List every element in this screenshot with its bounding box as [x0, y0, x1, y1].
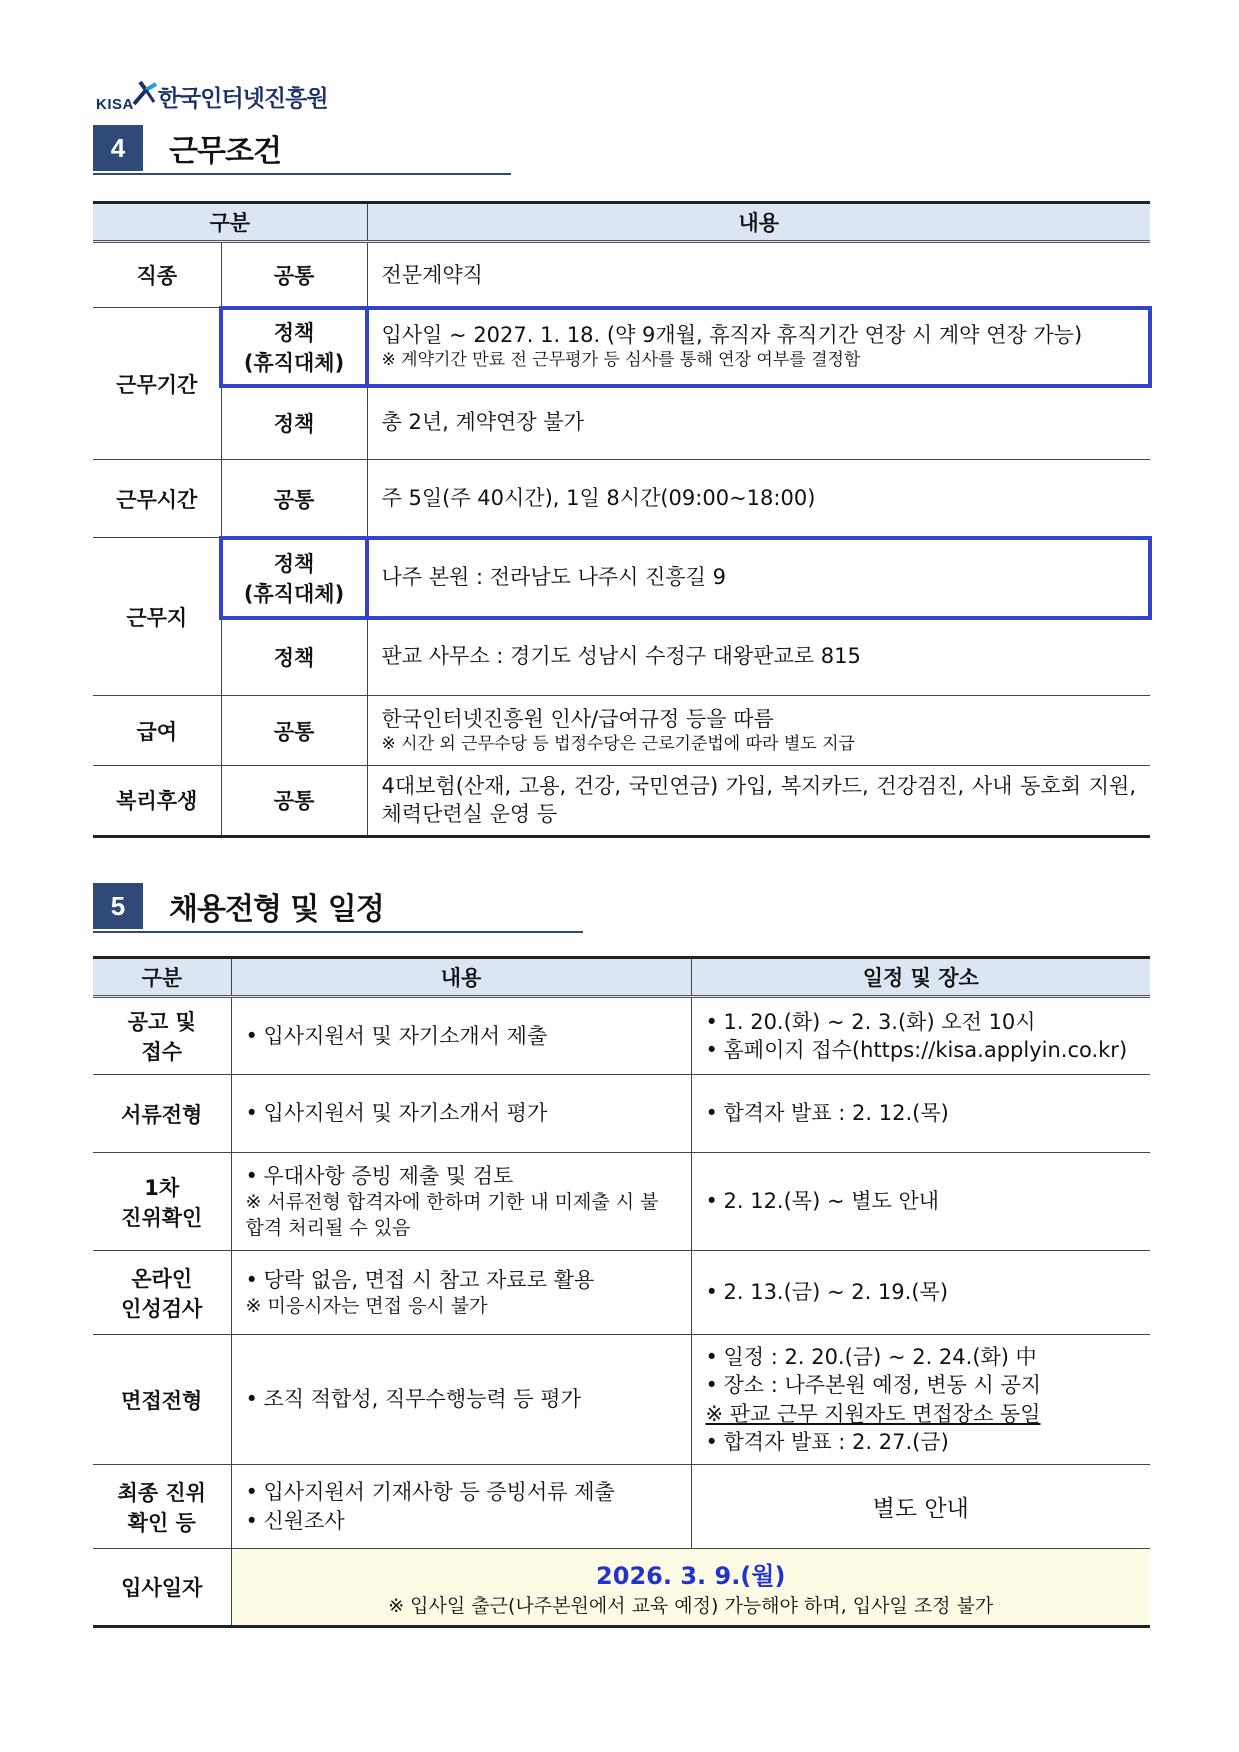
- header-schedule: 일정 및 장소: [691, 958, 1150, 997]
- row-label: 입사일자: [93, 1549, 231, 1627]
- row-type: 정책 (휴직대체): [221, 308, 367, 386]
- row-content: • 우대사항 증빙 제출 및 검토 ※ 서류전형 합격자에 한하며 기한 내 미제출 시 불합격 처리될 수 있음: [231, 1153, 691, 1251]
- table-row: [93, 242, 1150, 308]
- row-type: 정책 (휴직대체): [221, 538, 367, 618]
- row-content: 나주 본원 : 전라남도 나주시 진흥길 9: [367, 538, 1150, 618]
- row-schedule: • 일정 : 2. 20.(금) ~ 2. 24.(화) 中 • 장소 : 나주본원 예정, 변동 시 공지 ※ 판교 근무 지원자도 면접장소 동일 • 합격자 발표 : 2. 27.(금): [691, 1335, 1150, 1465]
- table-row: [93, 538, 1150, 618]
- row-label: 공고 및 접수: [93, 997, 231, 1075]
- header-content: 내용: [367, 203, 1150, 242]
- row-content: • 입사지원서 및 자기소개서 제출: [231, 997, 691, 1075]
- row-type: 공통: [221, 766, 367, 837]
- row-label: 직종: [93, 242, 221, 308]
- row-schedule: • 2. 12.(목) ~ 별도 안내: [691, 1153, 1150, 1251]
- table-row: [93, 1465, 1150, 1549]
- section-4-title: 근무조건: [169, 134, 281, 169]
- row-label: 1차 진위확인: [93, 1153, 231, 1251]
- header-category: 구분: [93, 958, 231, 997]
- row-content: 입사일 ~ 2027. 1. 18. (약 9개월, 휴직자 휴직기간 연장 시 계약 연장 가능) ※ 계약기간 만료 전 근무평가 등 심사를 통해 연장 여부를 결정함: [367, 308, 1150, 386]
- row-schedule: • 1. 20.(화) ~ 2. 3.(화) 오전 10시 • 홈페이지 접수(https://kisa.applyin.co.kr): [691, 997, 1150, 1075]
- schedule-note: ※ 판교 근무 지원자도 면접장소 동일: [705, 1401, 1041, 1426]
- kisa-mark: KISA: [96, 96, 134, 113]
- row-label: 서류전형: [93, 1075, 231, 1153]
- row-label: 복리후생: [93, 766, 221, 837]
- table-row: [93, 1251, 1150, 1335]
- row-label: 근무기간: [93, 308, 221, 460]
- section-5-header: [93, 883, 384, 929]
- section-4-underline: [93, 173, 511, 175]
- start-date: 2026. 3. 9.(월): [596, 1562, 786, 1590]
- table-row: [93, 1335, 1150, 1465]
- section-5-title: 채용전형 및 일정: [169, 892, 384, 927]
- row-content: • 당락 없음, 면접 시 참고 자료로 활용 ※ 미응시자는 면접 응시 불가: [231, 1251, 691, 1335]
- row-content: • 입사지원서 기재사항 등 증빙서류 제출 • 신원조사: [231, 1465, 691, 1549]
- header-category: 구분: [93, 203, 367, 242]
- table-row: [93, 696, 1150, 766]
- section-4-header: [93, 125, 281, 171]
- row-content: 한국인터넷진흥원 인사/급여규정 등을 따름 ※ 시간 외 근무수당 등 법정수당은 근로기준법에 따라 별도 지급: [367, 696, 1150, 766]
- table-row: [93, 386, 1150, 460]
- kisa-swoosh-icon: [132, 80, 158, 106]
- table-row: [93, 1549, 1150, 1627]
- table-row: [93, 460, 1150, 538]
- table-row: [93, 308, 1150, 386]
- row-content: 총 2년, 계약연장 불가: [367, 386, 1150, 460]
- table-row: [93, 997, 1150, 1075]
- table-row: [93, 618, 1150, 696]
- row-schedule: • 합격자 발표 : 2. 12.(목): [691, 1075, 1150, 1153]
- row-type: 공통: [221, 242, 367, 308]
- table-row: [93, 766, 1150, 837]
- apply-link[interactable]: • 홈페이지 접수(https://kisa.applyin.co.kr): [706, 1036, 1137, 1064]
- recruitment-schedule-table: [93, 956, 1150, 1628]
- row-label: 면접전형: [93, 1335, 231, 1465]
- section-5-underline: [93, 931, 583, 933]
- row-content: • 입사지원서 및 자기소개서 평가: [231, 1075, 691, 1153]
- kisa-logo: [96, 80, 328, 113]
- row-content: 판교 사무소 : 경기도 성남시 수정구 대왕판교로 815: [367, 618, 1150, 696]
- row-note: ※ 서류전형 합격자에 한하며 기한 내 미제출 시 불합격 처리될 수 있음: [245, 1191, 659, 1239]
- row-note: ※ 시간 외 근무수당 등 법정수당은 근로기준법에 따라 별도 지급: [381, 734, 855, 755]
- row-content: 주 5일(주 40시간), 1일 8시간(09:00~18:00): [367, 460, 1150, 538]
- row-note: ※ 계약기간 만료 전 근무평가 등 심사를 통해 연장 여부를 결정함: [381, 350, 861, 371]
- row-schedule: • 2. 13.(금) ~ 2. 19.(목): [691, 1251, 1150, 1335]
- row-content: • 조직 적합성, 직무수행능력 등 평가: [231, 1335, 691, 1465]
- row-type: 정책: [221, 618, 367, 696]
- table-row: [93, 1075, 1150, 1153]
- row-label: 최종 진위 확인 등: [93, 1465, 231, 1549]
- row-schedule: 별도 안내: [691, 1465, 1150, 1549]
- row-type: 정책: [221, 386, 367, 460]
- org-name: 한국인터넷진흥원: [157, 86, 328, 112]
- table-row: [93, 1153, 1150, 1251]
- row-label: 급여: [93, 696, 221, 766]
- start-note: ※ 입사일 출근(나주본원에서 교육 예정) 가능해야 하며, 입사일 조정 불가: [388, 1595, 994, 1617]
- row-note: ※ 미응시자는 면접 응시 불가: [245, 1294, 488, 1317]
- row-label: 근무시간: [93, 460, 221, 538]
- row-label: 근무지: [93, 538, 221, 696]
- row-content: 전문계약직: [367, 242, 1150, 308]
- start-date-cell: [231, 1549, 1150, 1627]
- work-conditions-table: [93, 201, 1150, 838]
- section-4-number: 4: [93, 125, 143, 171]
- section-5-number: 5: [93, 883, 143, 929]
- row-content: 4대보험(산재, 고용, 건강, 국민연금) 가입, 복지카드, 건강검진, 사내 동호회 지원, 체력단련실 운영 등: [367, 766, 1150, 837]
- header-content: 내용: [231, 958, 691, 997]
- row-type: 공통: [221, 460, 367, 538]
- row-label: 온라인 인성검사: [93, 1251, 231, 1335]
- row-type: 공통: [221, 696, 367, 766]
